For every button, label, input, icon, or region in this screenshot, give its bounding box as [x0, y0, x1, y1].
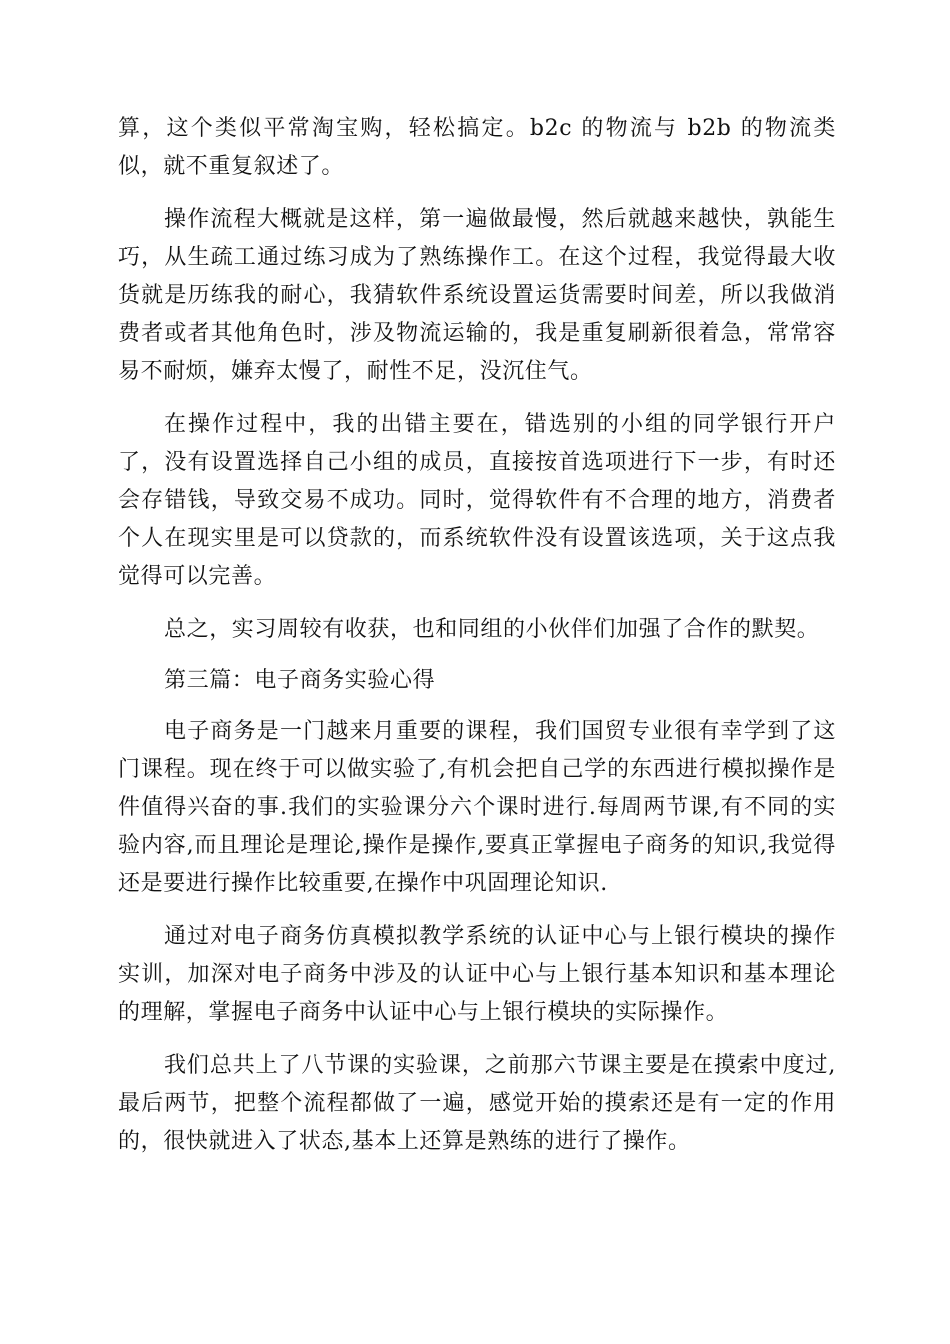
paragraph-errors: 在操作过程中，我的出错主要在，错选别的小组的同学银行开户了，没有设置选择自己小组的成员，直接按首选项进行下一步，有时还会存错钱，导致交易不成功。同时，觉得软件有不合理的地方，消费者个人在现实里是可以贷款的，而系统软件没有设置该选项，关于这点我觉得可以完善。 [118, 412, 836, 589]
paragraph-training: 通过对电子商务仿真模拟教学系统的认证中心与上银行模块的操作实训，加深对电子商务中涉及的认证中心与上银行基本知识和基本理论的理解，掌握电子商务中认证中心与上银行模块的实际操作。 [118, 924, 836, 1025]
section-heading: 第三篇：电子商务实验心得 [164, 668, 436, 693]
document-body [118, 110, 836, 1161]
paragraph-summary: 总之，实习周较有收获，也和同组的小伙伴们加强了合作的默契。 [164, 617, 820, 642]
paragraph-lessons: 我们总共上了八节课的实验课，之前那六节课主要是在摸索中度过,最后两节，把整个流程都做了一遍，感觉开始的摸索还是有一定的作用的，很快就进入了状态,基本上还算是熟练的进行了操作。 [118, 1053, 836, 1154]
paragraph-ecommerce-intro: 电子商务是一门越来月重要的课程，我们国贸专业很有幸学到了这门课程。现在终于可以做实验了,有机会把自己学的东西进行模拟操作是件值得兴奋的事.我们的实验课分六个课时进行.每周两节课,有不同的实验内容,而且理论是理论,操作是操作,要真正掌握电子商务的知识,我觉得还是要进行操作比较重要,在操作中巩固理论知识. [118, 719, 836, 896]
paragraph-operation-flow: 操作流程大概就是这样，第一遍做最慢，然后就越来越快，孰能生巧，从生疏工通过练习成为了熟练操作工。在这个过程，我觉得最大收货就是历练我的耐心，我猜软件系统设置运货需要时间差，所以我做消费者或者其他角色时，涉及物流运输的，我是重复刷新很着急，常常容易不耐烦，嫌弃太慢了，耐性不足，没沉住气。 [118, 207, 836, 384]
paragraph-continuation: 算，这个类似平常淘宝购，轻松搞定。b2c 的物流与 b2b 的物流类似，就不重复叙述了。 [118, 116, 836, 179]
